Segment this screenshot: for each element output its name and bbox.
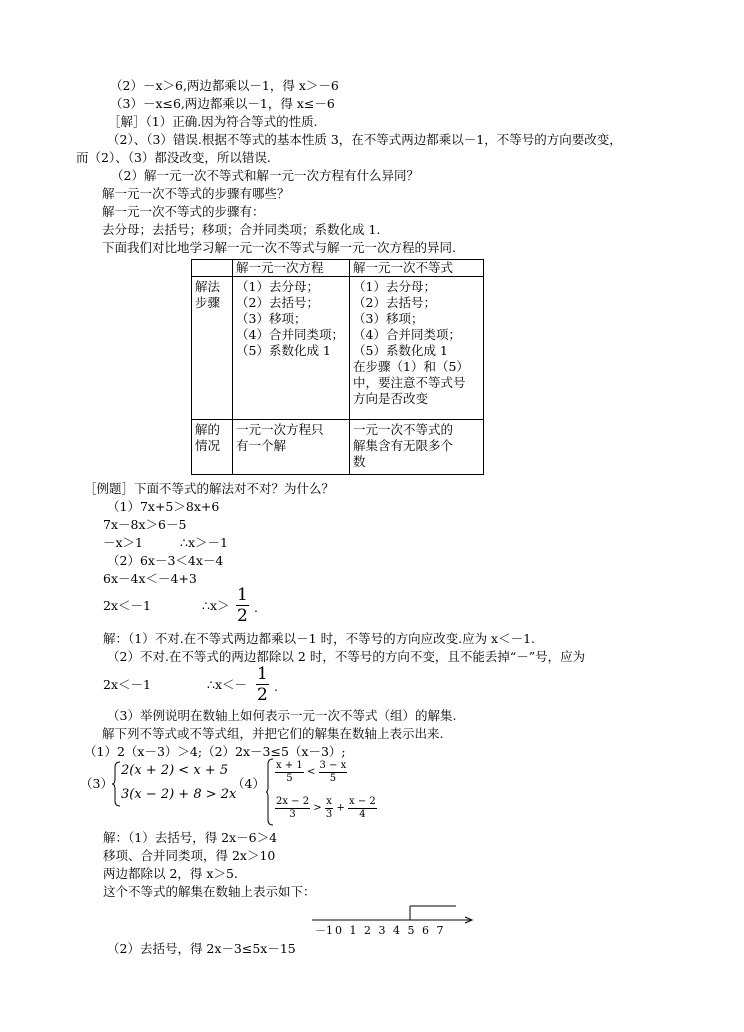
text-line: （3）举例说明在数轴上如何表示一元一次不等式（组）的解集. bbox=[107, 708, 457, 723]
text-line: 解一元一次不等式的步骤有： bbox=[102, 204, 265, 219]
system-equation: 2(x + 2) < x + 5 bbox=[121, 763, 229, 778]
table-header-equation: 解一元一次方程 bbox=[233, 260, 350, 277]
text-line: 而（2）、（3）都没改变，所以错误. bbox=[76, 150, 271, 165]
fraction: $\frac{x - 2}{4}$ bbox=[349, 796, 376, 820]
text-line: （2）－x＞6,两边都乘以－1，得 x＞－6 bbox=[110, 78, 339, 93]
text-line: （2）、（3）错误.根据不等式的基本性质 3，在不等式两边都乘以－1，不等号的方向要改变， bbox=[107, 132, 622, 147]
text-line: 解一元一次不等式的步骤有哪些？ bbox=[102, 186, 290, 201]
fraction: $\frac{2x - 2}{3}$ bbox=[276, 796, 310, 820]
text-line: （4） bbox=[232, 776, 265, 791]
fraction: $\frac{x + 1}{5}$ bbox=[276, 760, 303, 784]
text-line: （2）6x－3＜4x－4 bbox=[107, 553, 224, 568]
table-header-inequality: 解一元一次不等式 bbox=[350, 260, 484, 277]
text-line: 解：（1）不对.在不等式两边都乘以－1 时，不等号的方向应改变.应为 x＜－1. bbox=[103, 631, 536, 646]
tick-label: 3 bbox=[378, 924, 386, 937]
tick-label: 1 bbox=[349, 924, 357, 937]
text-line: ∴x＜－ bbox=[207, 677, 248, 692]
tick-label: 0 bbox=[335, 924, 342, 937]
table-cell bbox=[192, 260, 233, 277]
text-line: 解：（1）去括号，得 2x－6＞4 bbox=[103, 830, 278, 845]
text-line: 2x＜－1 bbox=[103, 677, 151, 692]
text-line: 6x－4x＜－4+3 bbox=[103, 571, 197, 586]
table-cell-steps-equation: （1）去分母； （2）去括号； （3）移项； （4）合并同类项； （5）系数化成 1 bbox=[233, 277, 350, 420]
table-header-row bbox=[192, 260, 484, 277]
comparison-table bbox=[191, 259, 484, 475]
text-line: （2）不对.在不等式的两边都除以 2 时，不等号的方向不变，且不能丢掉“－”号，应为 bbox=[107, 649, 586, 664]
text-line: ∴x＞－1 bbox=[180, 535, 228, 550]
text-line: . bbox=[254, 600, 258, 615]
text-line: ∴x＞ bbox=[202, 598, 230, 613]
fraction-one-half: $\frac{1}{2}$ bbox=[257, 664, 268, 705]
table-row bbox=[192, 277, 484, 420]
brace-icon bbox=[111, 761, 121, 807]
text-line: 移项、合并同类项，得 2x＞10 bbox=[103, 848, 276, 863]
tick-label: 6 bbox=[422, 924, 429, 937]
tick-label: 7 bbox=[436, 924, 444, 937]
text-line: （2）去括号，得 2x－3≤5x－15 bbox=[107, 941, 296, 956]
table-cell-steps-inequality: （1）去分母； （2）去括号； （3）移项； （4）合并同类项； （5）系数化成 1 在步骤（1）和（5） 中，要注意不等式号 方向是否改变 bbox=[350, 277, 484, 420]
fraction: $\frac{x}{3}$ bbox=[325, 796, 333, 820]
tick-label: －1 bbox=[315, 924, 333, 937]
text-line: . bbox=[274, 679, 278, 694]
text-line: ［解］（1）正确.因为符合等式的性质. bbox=[108, 114, 318, 129]
table-cell-solution-equation: 一元一次方程只 有一个解 bbox=[233, 420, 350, 475]
text-line: －x＞1 bbox=[103, 535, 144, 550]
text-line: 解下列不等式或不等式组，并把它们的解集在数轴上表示出来. bbox=[102, 726, 444, 741]
tick-label: 4 bbox=[393, 924, 400, 937]
system-equation: 3(x − 2) + 8 > 2x bbox=[121, 787, 237, 802]
text-line: 下面我们对比地学习解一元一次不等式与解一元一次方程的异同. bbox=[102, 240, 456, 255]
text-line: 2x＜－1 bbox=[103, 598, 151, 613]
table-row-label: 解法 步骤 bbox=[192, 277, 233, 420]
text-line: 这个不等式的解集在数轴上表示如下： bbox=[103, 884, 316, 899]
text-line: （1）7x+5＞8x+6 bbox=[107, 499, 220, 514]
text-line: （2）解一元一次不等式和解一元一次方程有什么异同？ bbox=[111, 168, 419, 183]
system-inequality-2: $\frac{2x - 2}{3}$ > $\frac{x}{3}$ + $\frac{x - 2}{4}$ bbox=[276, 796, 376, 820]
brace-icon bbox=[265, 758, 274, 826]
text-line: 两边都除以 2，得 x＞5. bbox=[103, 866, 238, 881]
text-line: （3）－x≤6,两边都乘以－1，得 x≤－6 bbox=[110, 96, 335, 111]
system-inequality-1: $\frac{x + 1}{5}$ < $\frac{3 - x}{5}$ bbox=[276, 760, 347, 784]
table-row bbox=[192, 420, 484, 475]
number-line bbox=[306, 900, 476, 940]
text-line: （1）2（x－3）＞4;（2）2x－3≤5（x－3）; bbox=[84, 744, 346, 759]
tick-label: 5 bbox=[407, 924, 415, 937]
fraction: $\frac{3 - x}{5}$ bbox=[319, 760, 347, 784]
example-title: ［例题］下面不等式的解法对不对？为什么？ bbox=[84, 481, 335, 496]
tick-label: 2 bbox=[364, 924, 371, 937]
text-line: （3） bbox=[80, 776, 113, 791]
text-line: 7x－8x＞6－5 bbox=[103, 517, 187, 532]
fraction-one-half: $\frac{1}{2}$ bbox=[237, 585, 248, 626]
text-line: 去分母；去括号；移项；合并同类项；系数化成 1. bbox=[102, 222, 381, 237]
table-row-label: 解的 情况 bbox=[192, 420, 233, 475]
table-cell-solution-inequality: 一元一次不等式的 解集含有无限多个 数 bbox=[350, 420, 484, 475]
